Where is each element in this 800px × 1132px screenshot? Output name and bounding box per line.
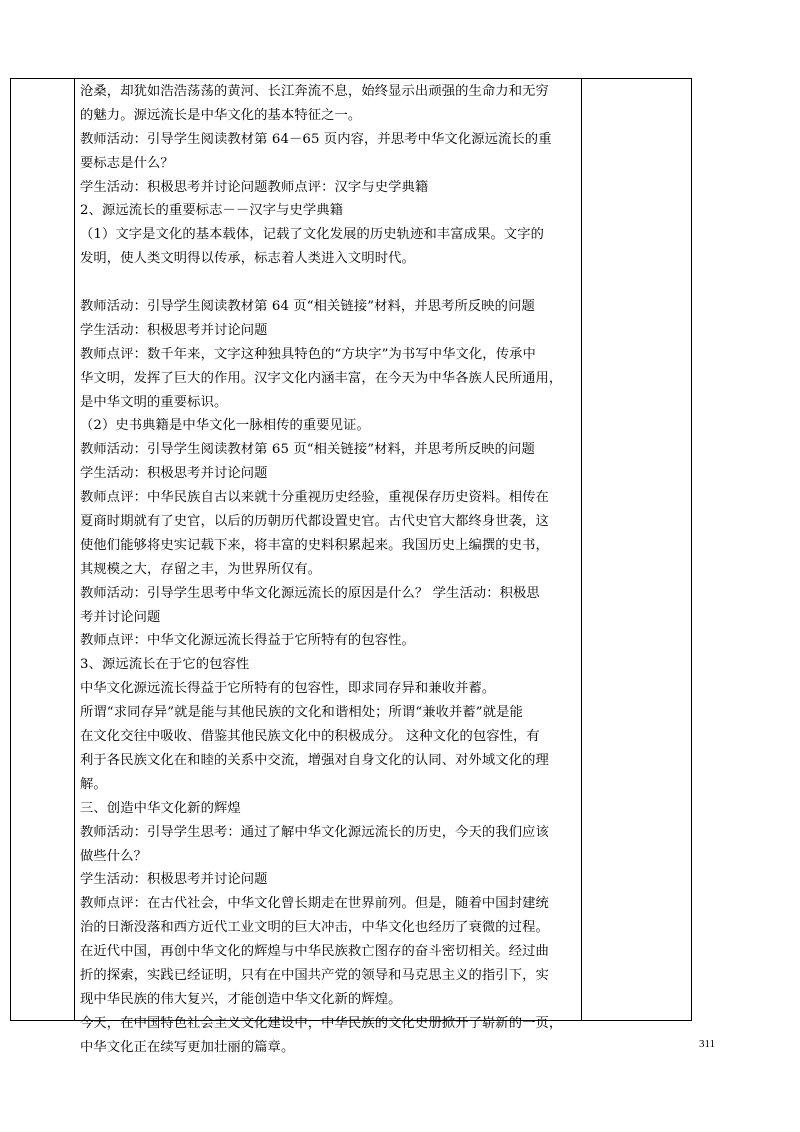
text-line: 的魅力。源远流长是中华文化的基本特征之一。 <box>80 107 362 123</box>
text-line: （2）史书典籍是中华文化一脉相传的重要见证。 <box>80 418 370 434</box>
lesson-content-cell <box>80 80 580 1060</box>
text-line: 教师点评：数千年来，文字这种独具特色的“方块字”为书写中华文化，传承中 <box>80 346 536 362</box>
text-line: 利于各民族文化在和睦的关系中交流，增强对自身文化的认同、对外域文化的理 <box>80 752 549 768</box>
text-line: 中华文化源远流长得益于它所特有的包容性，即求同存异和兼收并蓄。 <box>80 681 496 697</box>
text-line: 在文化交往中吸收、借鉴其他民族文化中的积极成分。 这种文化的包容性，有 <box>80 729 540 745</box>
text-line: 考并讨论问题 <box>80 609 161 625</box>
text-line: 解。 <box>80 776 107 792</box>
text-line: 教师活动：引导学生阅读教材第 65 页“相关链接”材料，并思考所反映的问题 <box>80 442 535 458</box>
page-number: 311 <box>699 1038 716 1050</box>
column-divider-left <box>74 79 75 1020</box>
text-line: 教师点评：在古代社会，中华文化曾长期走在世界前列。但是，随着中国封建统 <box>80 896 549 912</box>
text-line: 学生活动：积极思考并讨论问题 <box>80 322 268 338</box>
text-line: 是中华文明的重要标识。 <box>80 394 228 410</box>
text-line: （1）文字是文化的基本载体，记载了文化发展的历史轨迹和丰富成果。文字的 <box>80 227 545 243</box>
text-line: 中华文化正在续写更加壮丽的篇章。 <box>80 1039 295 1055</box>
text-line: 在近代中国，再创中华文化的辉煌与中华民族救亡图存的奋斗密切相关。经过曲 <box>80 944 549 960</box>
text-line: 教师活动：引导学生思考：通过了解中华文化源远流长的历史，今天的我们应该 <box>80 824 549 840</box>
text-line: 2、源远流长的重要标志－－汉字与史学典籍 <box>80 203 344 219</box>
text-line: 治的日渐没落和西方近代工业文明的巨大冲击，中华文化也经历了衰微的过程。 <box>80 920 549 936</box>
text-line: 学生活动：积极思考并讨论问题 <box>80 466 268 482</box>
text-line: 使他们能够将史实记载下来，将丰富的史料积累起来。我国历史上编撰的史书， <box>80 537 549 553</box>
column-divider-right <box>581 79 582 1020</box>
text-line: 3、源远流长在于它的包容性 <box>80 657 250 673</box>
text-line: 华文明，发挥了巨大的作用。汉字文化内涵丰富，在今天为中华各族人民所通用， <box>80 370 563 386</box>
text-line: 做些什么？ <box>80 848 147 864</box>
text-line: 沧桑，却犹如浩浩荡荡的黄河、长江奔流不息，始终显示出顽强的生命力和无穷 <box>80 84 549 99</box>
text-line: 学生活动：积极思考并讨论问题教师点评：汉字与史学典籍 <box>80 179 429 195</box>
text-line: 夏商时期就有了史官，以后的历朝历代都设置史官。古代史官大都终身世袭，这 <box>80 514 549 530</box>
text-line: 要标志是什么？ <box>80 155 174 171</box>
text-line: 教师活动：引导学生阅读教材第 64 页“相关链接”材料，并思考所反映的问题 <box>80 299 535 315</box>
text-line: 所谓“求同存异”就是能与其他民族的文化和谐相处；所谓“兼收并蓄”就是能 <box>80 705 523 721</box>
text-line: 折的探索，实践已经证明，只有在中国共产党的领导和马克思主义的指引下，实 <box>80 967 549 983</box>
text-line: 教师点评：中华文化源远流长得益于它所特有的包容性。 <box>80 633 415 649</box>
text-line: 教师活动：引导学生思考中华文化源远流长的原因是什么？ 学生活动：积极思 <box>80 585 540 601</box>
text-line: 其规模之大，存留之丰，为世界所仅有。 <box>80 561 322 577</box>
text-line: 学生活动：积极思考并讨论问题 <box>80 872 268 888</box>
text-line: 发明，使人类文明得以传承，标志着人类进入文明时代。 <box>80 251 415 267</box>
text-line: 教师活动：引导学生阅读教材第 64－65 页内容，并思考中华文化源远流长的重 <box>80 131 552 147</box>
text-line: 三、创造中华文化新的辉煌 <box>80 800 241 816</box>
text-line <box>80 271 580 295</box>
text-line: 现中华民族的伟大复兴，才能创造中华文化新的辉煌。 <box>80 991 402 1007</box>
text-line: 今天，在中国特色社会主义文化建设中，中华民族的文化史册掀开了崭新的一页， <box>80 1015 563 1031</box>
text-line: 教师点评：中华民族自古以来就十分重视历史经验，重视保存历史资料。相传在 <box>80 490 549 506</box>
